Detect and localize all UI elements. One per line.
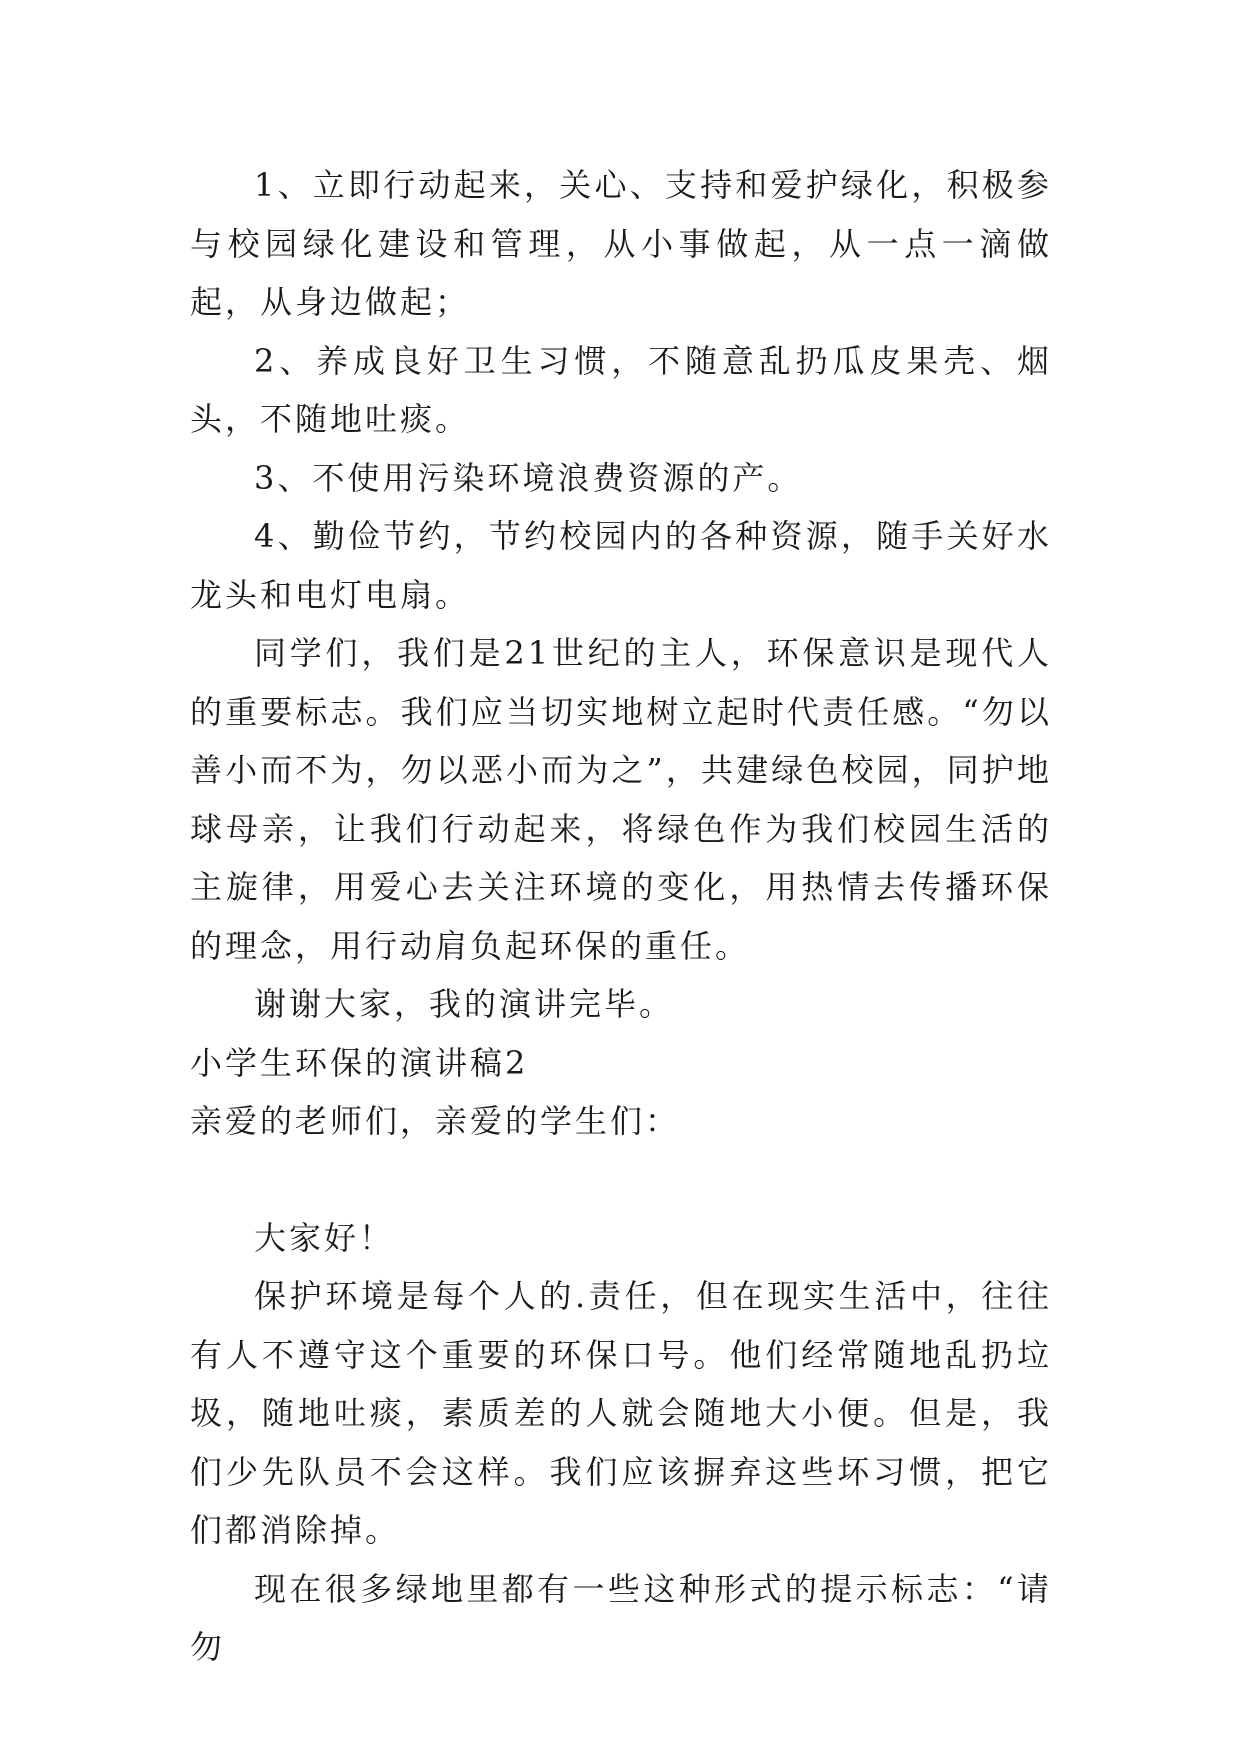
section-title: 小学生环保的演讲稿2: [190, 1043, 529, 1082]
paragraph-item-3: 3、不使用污染环境浪费资源的产。: [254, 458, 803, 497]
paragraph-thanks: 谢谢大家，我的演讲完毕。: [254, 985, 675, 1023]
paragraph-greeting: 大家好！: [254, 1218, 395, 1257]
paragraph-item-1: 1、立即行动起来，关心、支持和爱护绿化，积极参与校园绿化建设和管理，从小事做起，从一点一滴做起，从身边做起；: [190, 166, 1052, 321]
document-body: [190, 156, 1052, 1677]
salutation: 亲爱的老师们，亲爱的学生们：: [190, 1102, 681, 1140]
paragraph-closing-appeal: 同学们，我们是21世纪的主人，环保意识是现代人的重要标志。我们应当切实地树立起时代责任感。“勿以善小而不为，勿以恶小而为之”，共建绿色校园，同护地球母亲，让我们行动起来，将绿色作为我们校园生活的主旋律，用爱心去关注环境的变化，用热情去传播环保的理念，用行动肩负起环保的重任。: [190, 634, 1052, 965]
paragraph-body: 保护环境是每个人的.责任，但在现实生活中，往往有人不遵守这个重要的环保口号。他们经常随地乱扔垃圾，随地吐痰，素质差的人就会随地大小便。但是，我们少先队员不会这样。我们应该摒弃这些坏习惯，把它们都消除掉。: [190, 1277, 1052, 1549]
paragraph-item-2: 2、养成良好卫生习惯，不随意乱扔瓜皮果壳、烟头，不随地吐痰。: [190, 341, 1052, 438]
blank-line: [190, 1151, 1052, 1209]
paragraph-truncated: 现在很多绿地里都有一些这种形式的提示标志：“请勿: [190, 1569, 1052, 1666]
paragraph-item-4: 4、勤俭节约，节约校园内的各种资源，随手关好水龙头和电灯电扇。: [190, 517, 1052, 614]
